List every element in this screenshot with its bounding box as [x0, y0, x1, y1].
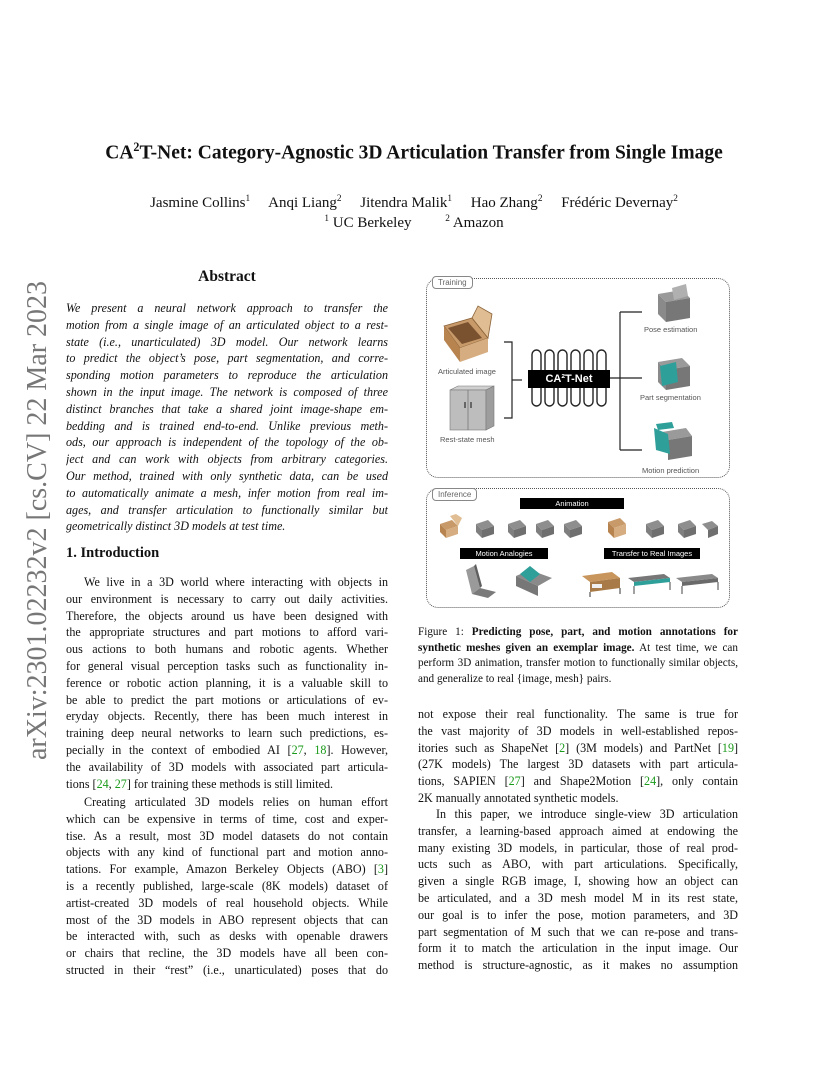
abstract-line: ods, our approach is independent of the topology of the ob- [66, 435, 388, 450]
inference-tag: Inference [432, 488, 477, 501]
text-line: transfer, a learning-based approach aimed at endowing the [418, 823, 738, 838]
intro-paragraph-1 [66, 574, 388, 792]
abstract-line: geometrically distinct 3D models at test time. [66, 519, 286, 534]
motion-prediction-thumbnail [652, 422, 696, 462]
right-paragraph-1 [418, 706, 738, 807]
text-line: be interacted with, such as desks with openable drawers [66, 929, 388, 944]
motion-prediction-label: Motion prediction [642, 466, 700, 475]
affiliations [0, 214, 828, 232]
text-line: which can be expensive in terms of time, cost and exper- [66, 811, 388, 826]
abstract-line: We present a neural network approach to transfer the [66, 301, 388, 315]
animation-strip [438, 514, 720, 540]
motion-analogies-thumbnails [460, 564, 560, 600]
pose-estimation-label: Pose estimation [644, 325, 698, 334]
text-line: or chairs that recline, the 3D models have all been con- [66, 946, 388, 961]
paper-title [0, 140, 828, 165]
abstract-line: sponding motion parameters to reproduce the articulation [66, 368, 388, 383]
author: Hao Zhang$^2$ [470, 194, 543, 211]
abstract-line: bedding and is trained end-to-end. Unlike previous meth- [66, 418, 388, 433]
caption-bold: Predicting pose, part, and motion annotations for synthetic meshes given an exemplar image. [418, 626, 738, 654]
abstract-body [66, 300, 388, 535]
abstract-line: ject and can work with objects from arbitrary categories. [66, 452, 388, 467]
abstract-line: Our method, trained with only synthetic data, can be used [66, 468, 388, 483]
text-line: given a single RGB image, I, showing how an object can [418, 874, 738, 889]
abstract-line: shown in the input image. The network is composed of three [66, 384, 388, 399]
abstract-line: state (i.e., unarticulated) 3D model. Our network learns [66, 334, 388, 349]
text-line: the availability of 3D models with associated part articula- [66, 759, 388, 774]
affiliation: $^2$ Amazon [445, 214, 504, 231]
right-paragraph-2 [418, 806, 738, 974]
text-line: tations. For example, Amazon Berkeley Objects (ABO) [3] [66, 862, 388, 877]
text-line: itories such as ShapeNet [2] (3M models) and PartNet [19] [418, 740, 738, 755]
part-segmentation-thumbnail [652, 352, 696, 392]
text-line: method is structure-agnostic, as it makes no assumption [418, 958, 738, 973]
part-segmentation-label: Part segmentation [640, 393, 701, 402]
text-line: training deep neural networks to learn such predictions, es- [66, 726, 388, 741]
text-line: eryday objects. Recently, there has been much interest in [66, 709, 388, 724]
transfer-real-label: Transfer to Real Images [604, 548, 700, 559]
author: Jasmine Collins$^1$ [150, 194, 251, 211]
articulated-image-thumbnail [438, 304, 496, 364]
intro-paragraph-2 [66, 794, 388, 979]
text-line: 2K manually annotated synthetic models. [418, 790, 619, 805]
articulated-image-label: Articulated image [438, 367, 496, 376]
text-line: objects with any kind of functional part and motion anno- [66, 845, 388, 860]
text-line: the vast majority of 3D models in well-established repos- [418, 723, 738, 738]
input-bracket [502, 340, 524, 420]
text-line: our environment is necessary to carry out daily activities. [66, 591, 388, 606]
text-line: Creating articulated 3D models relies on human effort [84, 795, 388, 809]
title-part: T-Net: Category-Agnostic 3D Articulation Transfer from Single Image [139, 142, 723, 164]
text-line: structed in their “rest” (i.e., unarticulated) poses that do [66, 962, 388, 977]
abstract-line: ages, and transfer articulation to functionally similar but [66, 502, 388, 517]
abstract-line: distinct branches that take a shared joint image-shape em- [66, 401, 388, 416]
title-sup: 2 [133, 140, 140, 154]
abstract-line: motion from a single image of an articulated object to a rest- [66, 317, 388, 332]
figure-caption [418, 625, 738, 687]
text-line: form it to match the articulation in the input image. Our [418, 941, 738, 956]
text-line: most of the 3D models in ABO represent objects that can [66, 912, 388, 927]
text-line: (27K models) The largest 3D datasets with part articula- [418, 757, 738, 772]
text-line: for general visual perception tasks such as functionality in- [66, 658, 388, 673]
pose-estimation-thumbnail [652, 284, 696, 324]
text-line: ference or robotic action planning, it is a valuable skill to [66, 675, 388, 690]
text-line: tions [24, 27] for training these methods is still limited. [66, 776, 334, 791]
text-line: Therefore, the objects around us have been designed with [66, 608, 388, 623]
text-line: We live in a 3D world where interacting with objects in [84, 575, 388, 589]
output-branches [610, 304, 644, 454]
text-line: not expose their real functionality. The same is true for [418, 707, 738, 721]
text-line: be articulated, and a 3D mesh model M in its rest state, [418, 890, 738, 905]
author: Frédéric Devernay$^2$ [561, 194, 678, 211]
abstract-line: to automatically animate a mesh, infer motion from real im- [66, 485, 388, 500]
section-heading: 1. Introduction [66, 545, 160, 561]
caption-rest: At test time, we can perform 3D animation, transfer motion to functionally similar objects, and generalize to real {image, mesh} pairs. [418, 641, 738, 685]
training-tag: Training [432, 276, 473, 289]
text-line: tise. As a result, most 3D model datasets do not contain [66, 828, 388, 843]
transfer-real-thumbnails [576, 566, 722, 598]
figure-1 [420, 270, 736, 620]
text-line: artist-created 3D models of real household objects. While [66, 895, 388, 910]
text-line: In this paper, we introduce single-view 3D articulation [436, 807, 738, 821]
title-part: CA [105, 142, 134, 164]
abstract-line: to predict the object’s pose, part segmentation, and corre- [66, 351, 388, 366]
network-label: CA²T-Net [528, 370, 610, 388]
text-line: ucts such as ABO, with part articulations. Specifically, [418, 857, 738, 872]
animation-label: Animation [520, 498, 624, 509]
caption-prefix: Figure 1: [418, 626, 472, 638]
text-line: our goal is to infer the pose, motion parameters, and 3D [418, 907, 738, 922]
text-line: is a recently published, large-scale (8K models) dataset of [66, 878, 388, 893]
text-line: part segmentation of M such that we can re-pose and trans- [418, 924, 738, 939]
text-line: the appropriate structures and part motions to afford vari- [66, 625, 388, 640]
author: Anqi Liang$^2$ [268, 194, 342, 211]
text-line: be able to predict the part motions or articulations of ev- [66, 692, 388, 707]
text-line: many existing 3D models, in particular, those of real prod- [418, 840, 738, 855]
motion-analogies-label: Motion Analogies [460, 548, 548, 559]
abstract-heading: Abstract [198, 268, 256, 285]
author: Jitendra Malik$^1$ [360, 194, 452, 211]
rest-state-mesh-label: Rest-state mesh [440, 435, 495, 444]
affiliation: $^1$ UC Berkeley [324, 214, 412, 231]
text-line: pecially in the context of embodied AI [27, 18]. However, [66, 742, 388, 757]
arxiv-identifier: arXiv:2301.02232v2 [cs.CV] 22 Mar 2023 [22, 280, 53, 760]
rest-state-mesh-thumbnail [446, 384, 498, 432]
text-line: tions, SAPIEN [27] and Shape2Motion [24], only contain [418, 774, 738, 789]
author-list [0, 194, 828, 212]
text-line: ous actions to both humans and robotic agents. Whether [66, 642, 388, 657]
